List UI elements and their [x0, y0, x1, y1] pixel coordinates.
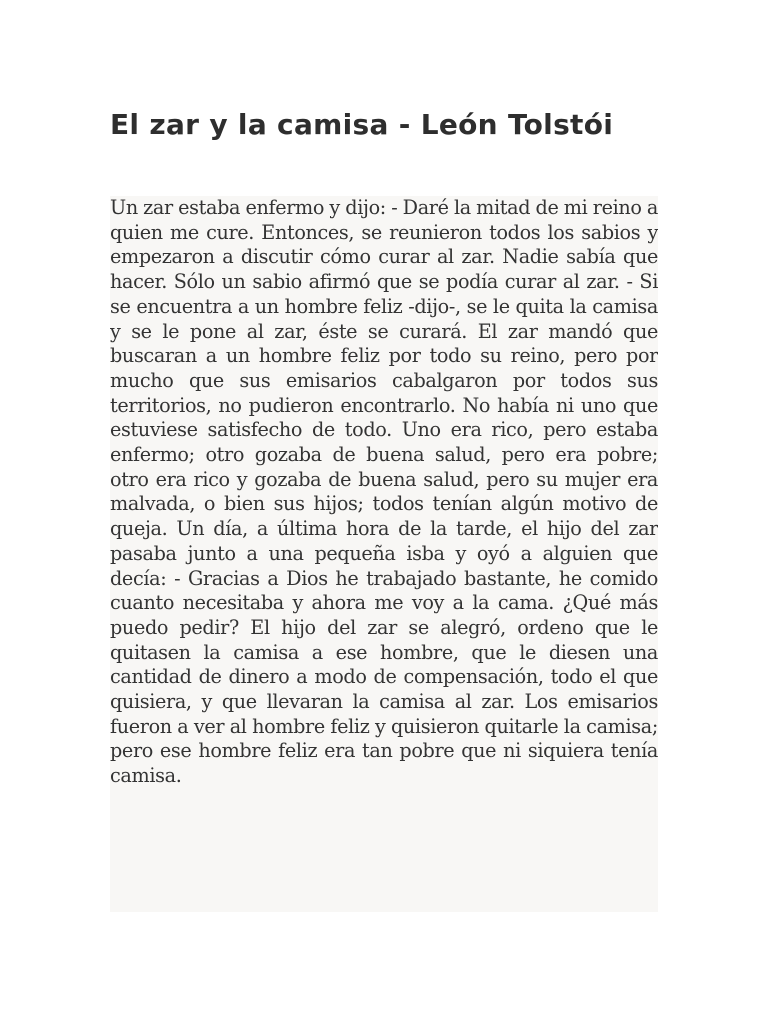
story-paragraph: Un zar estaba enfermo y dijo: - Daré la mitad de mi reino a quien me cure. Entonces, se reunieron todos los sabios y empezaron a discutir cómo curar al zar. Nadie sabía que hacer. Sólo un sabio afirmó que se podía curar al zar. - Si se encuentra a un hombre feliz -dijo-, se le quita la camisa y se le pone al zar, éste se curará. El zar mandó que buscaran a un hombre feliz por todo su reino, pero por mucho que sus emisarios cabalgaron por todos sus territorios, no pudieron encontrarlo. No había ni uno que estuviese satisfecho de todo. Uno era rico, pero estaba enfermo; otro gozaba de buena salud, pero era pobre; otro era rico y gozaba de buena salud, pero su mujer era malvada, o bien sus hijos; todos tenían algún motivo de queja. Un día, a última hora de la tarde, el hijo del zar pasaba junto a una pequeña isba y oyó a alguien que decía: - Gracias a Dios he trabajado bastante, he comido cuanto necesitaba y ahora me voy a la cama. ¿Qué más puedo pedir? El hijo del zar se alegró, ordeno que le quitasen la camisa a ese hombre, que le diesen una cantidad de dinero a modo de compensación, todo el que quisiera, y que llevaran la camisa al zar. Los emisarios fueron a ver al hombre feliz y quisieron quitarle la camisa; pero ese hombre feliz era tan pobre que ni siquiera tenía camisa. — [110, 196, 658, 788]
story-text-box — [110, 196, 658, 912]
document-title: El zar y la camisa - León Tolstói — [110, 108, 614, 141]
